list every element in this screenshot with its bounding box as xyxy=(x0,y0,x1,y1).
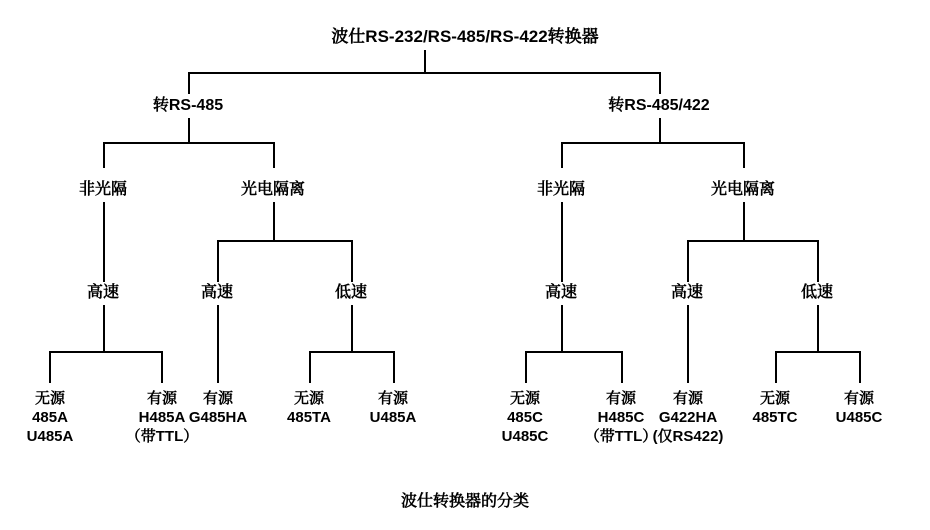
connector-branch-2-stem xyxy=(659,118,661,142)
group-node-1-1 xyxy=(43,180,163,200)
diagram-caption-label: 波仕转换器的分类 xyxy=(400,493,529,510)
leaf-line-3: (仅RS422) xyxy=(652,427,724,445)
connector-speed-2-1-1-to-leaf-1 xyxy=(525,351,527,383)
root-node xyxy=(0,26,930,47)
connector-branch-2-bar xyxy=(561,142,744,144)
connector-root-to-branch-2 xyxy=(659,72,661,94)
group-node-2-2-label: 光电隔离 xyxy=(710,181,775,198)
connector-speed-1-1-1-bar xyxy=(49,351,162,353)
connector-speed-1-2-1-to-leaf xyxy=(217,305,219,383)
speed-node-1-1-1-label: 高速 xyxy=(86,284,119,301)
connector-speed-2-1-1-to-leaf-2 xyxy=(621,351,623,383)
connector-group-1-2-bar xyxy=(217,240,352,242)
connector-branch-1-bar xyxy=(103,142,274,144)
leaf-node-1-1-1-1 xyxy=(4,390,96,446)
connector-group-2-1-to-speed xyxy=(561,202,563,282)
diagram-caption xyxy=(0,488,930,511)
connector-group-1-1-to-speed xyxy=(103,202,105,282)
connector-group-1-2-to-speed-2 xyxy=(351,240,353,282)
leaf-line-1: 有源 xyxy=(377,390,408,407)
connector-speed-2-1-1-bar xyxy=(525,351,622,353)
connector-speed-2-2-1-to-leaf xyxy=(687,305,689,383)
connector-speed-2-1-1-stem xyxy=(561,305,563,351)
speed-node-2-2-2 xyxy=(767,283,867,303)
connector-speed-1-1-1-stem xyxy=(103,305,105,351)
leaf-node-1-2-2-2 xyxy=(348,390,438,428)
connector-group-2-2-bar xyxy=(687,240,818,242)
leaf-line-2: G485HA xyxy=(188,408,248,426)
leaf-line-1: 无源 xyxy=(759,390,790,407)
speed-node-1-1-1 xyxy=(53,283,153,303)
connector-speed-1-2-2-stem xyxy=(351,305,353,351)
connector-speed-2-2-2-stem xyxy=(817,305,819,351)
connector-branch-2-to-group-2 xyxy=(743,142,745,168)
leaf-line-2: U485C xyxy=(835,408,883,426)
leaf-line-1: 有源 xyxy=(672,390,703,407)
speed-node-2-2-1-label: 高速 xyxy=(670,284,703,301)
leaf-line-1: 有源 xyxy=(146,390,177,407)
connector-speed-1-1-1-to-leaf-2 xyxy=(161,351,163,383)
leaf-line-3: （带TTL） xyxy=(125,427,199,445)
leaf-line-2: G422HA xyxy=(658,408,718,426)
leaf-node-1-2-2-1 xyxy=(264,390,354,428)
leaf-line-2: 485TC xyxy=(752,408,798,426)
connector-branch-1-to-group-2 xyxy=(273,142,275,168)
group-node-1-2-label: 光电隔离 xyxy=(240,181,305,198)
group-node-1-2 xyxy=(213,180,333,200)
group-node-1-1-label: 非光隔 xyxy=(78,181,127,198)
branch-node-1 xyxy=(98,96,278,116)
group-node-2-1 xyxy=(501,180,621,200)
speed-node-1-2-1 xyxy=(167,283,267,303)
connector-speed-2-2-2-to-leaf-2 xyxy=(859,351,861,383)
group-node-2-2 xyxy=(683,180,803,200)
speed-node-2-1-1-label: 高速 xyxy=(544,284,577,301)
connector-speed-1-2-2-to-leaf-1 xyxy=(309,351,311,383)
speed-node-1-2-2-label: 低速 xyxy=(334,284,367,301)
leaf-line-3: （带TTL） xyxy=(584,427,658,445)
branch-node-2 xyxy=(569,96,749,116)
leaf-line-2: H485A xyxy=(138,408,186,426)
group-node-2-1-label: 非光隔 xyxy=(536,181,585,198)
leaf-line-1: 无源 xyxy=(34,390,65,407)
leaf-node-1-2-1-1 xyxy=(163,390,273,428)
leaf-line-3: U485A xyxy=(26,427,74,445)
leaf-line-1: 有源 xyxy=(202,390,233,407)
leaf-node-2-2-1-1 xyxy=(632,390,744,446)
speed-node-2-2-2-label: 低速 xyxy=(800,284,833,301)
leaf-line-2: 485A xyxy=(32,408,68,426)
speed-node-1-2-2 xyxy=(301,283,401,303)
speed-node-2-2-1 xyxy=(637,283,737,303)
connector-group-1-2-stem xyxy=(273,202,275,240)
leaf-line-2: 485C xyxy=(507,408,543,426)
leaf-line-1: 无源 xyxy=(293,390,324,407)
leaf-line-1: 有源 xyxy=(843,390,874,407)
connector-speed-2-2-2-to-leaf-1 xyxy=(775,351,777,383)
root-node-label: 波仕RS-232/RS-485/RS-422转换器 xyxy=(331,27,599,46)
connector-speed-1-1-1-to-leaf-1 xyxy=(49,351,51,383)
connector-speed-2-2-2-bar xyxy=(775,351,860,353)
leaf-node-2-1-1-1 xyxy=(480,390,570,446)
connector-group-2-2-to-speed-1 xyxy=(687,240,689,282)
leaf-line-2: H485C xyxy=(597,408,645,426)
connector-speed-1-2-2-bar xyxy=(309,351,394,353)
speed-node-2-1-1 xyxy=(511,283,611,303)
speed-node-1-2-1-label: 高速 xyxy=(200,284,233,301)
connector-root-bar xyxy=(188,72,661,74)
leaf-node-2-2-2-2 xyxy=(814,390,904,428)
connector-branch-1-to-group-1 xyxy=(103,142,105,168)
leaf-line-2: U485A xyxy=(369,408,417,426)
branch-node-1-label: 转RS-485 xyxy=(152,97,224,114)
leaf-line-2: 485TA xyxy=(287,408,331,426)
leaf-node-2-2-2-1 xyxy=(730,390,820,428)
connector-speed-1-2-2-to-leaf-2 xyxy=(393,351,395,383)
connector-group-1-2-to-speed-1 xyxy=(217,240,219,282)
connector-root-stem xyxy=(424,50,426,72)
connector-branch-1-stem xyxy=(188,118,190,142)
connector-root-to-branch-1 xyxy=(188,72,190,94)
connector-branch-2-to-group-1 xyxy=(561,142,563,168)
leaf-line-3: U485C xyxy=(501,427,549,445)
branch-node-2-label: 转RS-485/422 xyxy=(608,97,710,114)
leaf-line-1: 有源 xyxy=(605,390,636,407)
connector-group-2-2-stem xyxy=(743,202,745,240)
connector-group-2-2-to-speed-2 xyxy=(817,240,819,282)
leaf-line-1: 无源 xyxy=(509,390,540,407)
